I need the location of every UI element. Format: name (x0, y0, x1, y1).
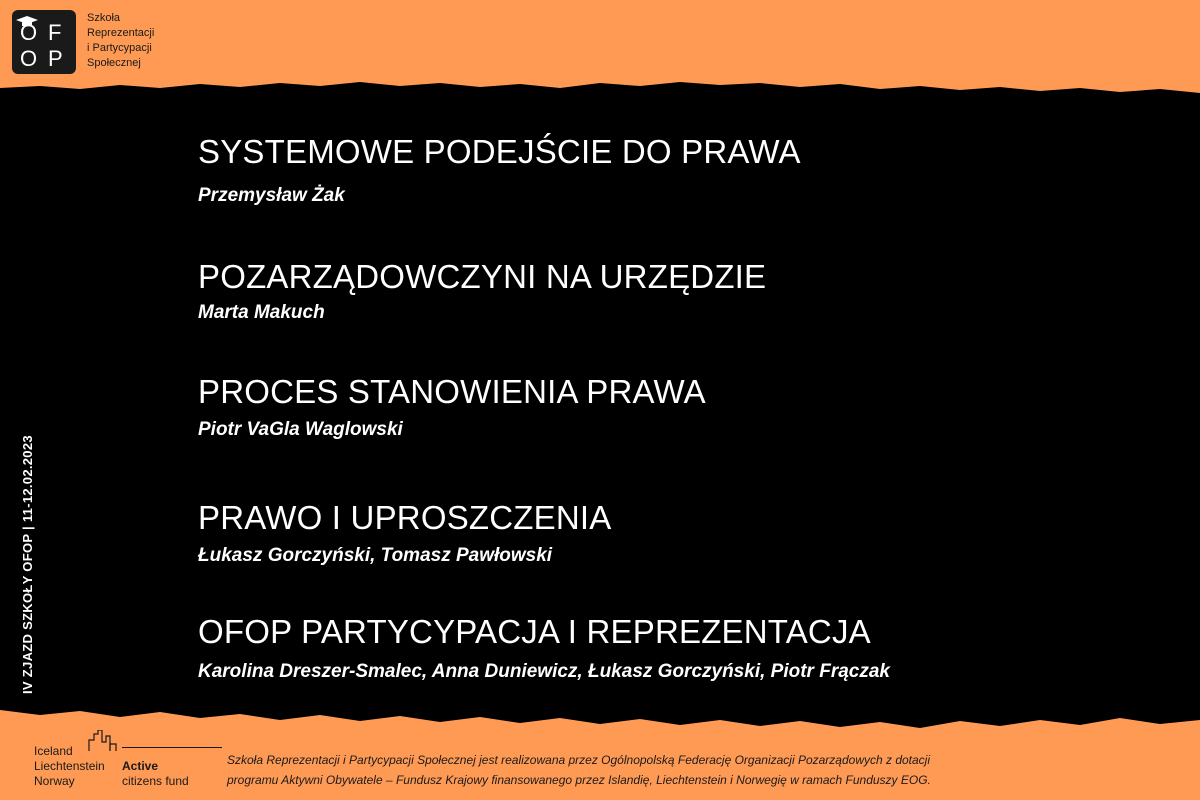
eea-grants-logo (34, 730, 224, 794)
citizens-fund-label: citizens fund (122, 774, 189, 788)
talk-item (198, 255, 1158, 325)
talk-speakers: Piotr VaGla Waglowski (198, 419, 403, 440)
talk-item (198, 610, 1158, 684)
org-name-line: Reprezentacji (87, 27, 155, 39)
org-name-line: i Partycypacji (87, 42, 152, 54)
logo-letter: P (48, 46, 63, 71)
talk-title: POZARZĄDOWCZYNI NA URZĘDZIE (198, 258, 767, 295)
talk-speakers: Karolina Dreszer-Smalec, Anna Duniewicz, Łukasz Gorczyński, Piotr Frączak (198, 661, 890, 682)
talk-speakers: Łukasz Gorczyński, Tomasz Pawłowski (198, 545, 553, 566)
org-name-line: Szkoła (87, 12, 121, 24)
logo-letter: O (20, 20, 38, 45)
active-citizens-fund (122, 759, 189, 789)
funding-note (227, 750, 1187, 790)
ofop-logo (12, 10, 76, 74)
talk-item (198, 370, 1158, 442)
talk-title: SYSTEMOWE PODEJŚCIE DO PRAWA (198, 133, 801, 170)
divider (122, 747, 222, 748)
event-date-label: IV ZJAZD SZKOŁY OFOP | 11-12.02.2023 (20, 435, 35, 694)
eea-country: Norway (34, 774, 75, 788)
talk-title: OFOP PARTYCYPACJA I REPREZENTACJA (198, 613, 871, 650)
eea-country: Liechtenstein (34, 759, 105, 773)
funding-note-line: programu Aktywni Obywatele – Fundusz Krajowy finansowanego przez Islandię, Liechtenstein i Norwegię w ramach Funduszy EOG. (227, 773, 931, 787)
talk-speakers: Przemysław Żak (198, 185, 345, 206)
org-name (87, 11, 207, 71)
buildings-icon (88, 730, 128, 752)
org-name-line: Społecznej (87, 57, 141, 69)
talk-title: PRAWO I UPROSZCZENIA (198, 499, 612, 536)
logo-letter: O (20, 46, 38, 71)
active-label: Active (122, 759, 159, 773)
talk-item (198, 496, 1158, 568)
talk-item (198, 130, 1158, 208)
logo-letter: F (48, 20, 62, 45)
talk-speakers: Marta Makuch (198, 302, 325, 323)
talk-title: PROCES STANOWIENIA PRAWA (198, 373, 706, 410)
eea-country: Iceland (34, 744, 73, 758)
funding-note-line: Szkoła Reprezentacji i Partycypacji Społecznej jest realizowana przez Ogólnopolską Federację Organizacji Pozarządowych z dotacji (227, 753, 931, 767)
